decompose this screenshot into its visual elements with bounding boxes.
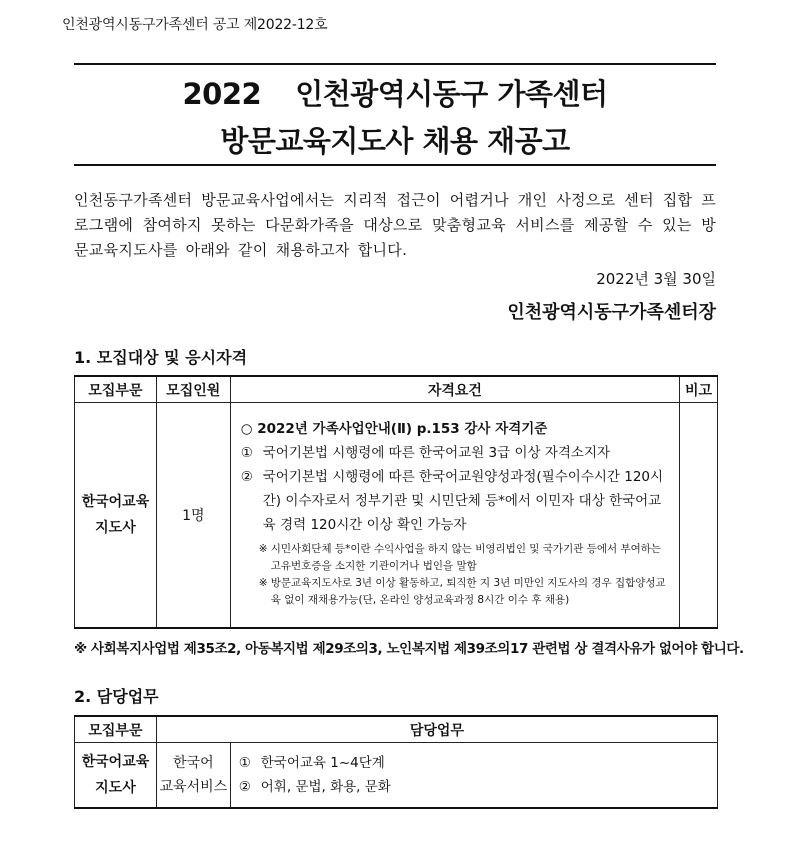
dept-cell — [75, 743, 157, 809]
intro-paragraph: 인천동구가족센터 방문교육사업에서는 지리적 접근이 어렵거나 개인 사정으로 센터 집합 프로그램에 참여하지 못하는 다문화가족을 대상으로 맞춤형교육 서비스를 제공할 수 있는 방문교육지도사를 아래와 같이 채용하고자 합니다. — [74, 191, 716, 259]
eligibility-table — [74, 375, 718, 629]
requirements-cell — [230, 403, 679, 629]
note-item — [259, 575, 669, 609]
duties-cell — [230, 743, 717, 809]
duty-number: ① — [238, 755, 251, 771]
title-line-2: 방문교육지도사 채용 재공고 — [220, 124, 570, 158]
remark-cell — [680, 403, 718, 629]
col-header-dept: 모집부문 — [75, 716, 157, 743]
requirement-number: ① — [240, 445, 253, 461]
requirement-item — [241, 441, 669, 465]
table-row — [75, 403, 718, 629]
section-2-heading: 2. 담당업무 — [74, 687, 159, 706]
announcement-date: 2022년 3월 30일 — [596, 270, 716, 288]
signer: 인천광역시동구가족센터장 — [507, 302, 716, 323]
notice-number: 인천광역시동구가족센터 공고 제2022-12호 — [62, 17, 328, 33]
note-mark: ※ — [258, 577, 268, 589]
requirement-notes — [241, 541, 669, 609]
note-text: 방문교육지도사로 3년 이상 활동하고, 퇴직한 지 3년 미만인 지도사의 경우 집합양성교육 없이 재채용가능(단, 온라인 양성교육과정 8시간 이수 후 채용) — [270, 577, 666, 606]
count-cell: 1명 — [156, 403, 230, 629]
duty-number: ② — [238, 779, 251, 795]
subfield-cell — [156, 743, 230, 809]
title-line-1 — [74, 72, 716, 113]
requirement-item — [241, 465, 669, 537]
duties-table — [74, 715, 718, 809]
requirement-number: ② — [240, 469, 253, 485]
title-top-rule — [74, 63, 716, 65]
note-mark: ※ — [258, 543, 268, 555]
col-header-remark: 비고 — [680, 376, 718, 403]
duty-item — [239, 775, 709, 799]
col-header-requirements: 자격요건 — [230, 376, 679, 403]
note-text: 시민사회단체 등*이란 수익사업을 하지 않는 비영리법인 및 국가기관 등에서 부여하는 고유번호증을 소지한 기관이거나 법인을 말함 — [270, 543, 662, 572]
dept-cell — [75, 403, 157, 629]
duty-text: 어휘, 문법, 화용, 문화 — [260, 779, 391, 795]
requirements-heading: ○ 2022년 가족사업안내(Ⅱ) p.153 강사 자격기준 — [240, 421, 548, 437]
dept-line-2: 지도사 — [95, 520, 136, 536]
requirement-text: 국어기본법 시행령에 따른 한국어교원 3급 이상 자격소지자 — [262, 445, 611, 461]
col-header-duties: 담당업무 — [156, 716, 717, 743]
dept-line-2: 지도사 — [95, 780, 136, 796]
dept-line-1: 한국어교육 — [81, 754, 150, 770]
note-item — [259, 541, 669, 575]
requirement-text: 국어기본법 시행령에 따른 한국어교원양성과정(필수이수시간 120시간) 이수자로서 정부기관 및 시민단체 등*에서 이민자 대상 한국어교육 경력 120시간 이상 확인 가능자 — [262, 469, 664, 533]
table-row — [75, 743, 718, 809]
col-header-count: 모집인원 — [156, 376, 230, 403]
col-header-dept: 모집부문 — [75, 376, 157, 403]
title-org: 인천광역시동구 가족센터 — [295, 77, 608, 111]
duty-item — [239, 751, 709, 775]
section-1-heading: 1. 모집대상 및 응시자격 — [74, 348, 248, 367]
duty-text: 한국어교육 1~4단계 — [260, 755, 385, 771]
dept-line-1: 한국어교육 — [81, 494, 150, 510]
subfield-line-2: 교육서비스 — [159, 779, 228, 795]
legal-warning: ※ 사회복지사업법 제35조2, 아동복지법 제29조의3, 노인복지법 제39조의17 관련법 상 결격사유가 없어야 합니다. — [74, 641, 744, 657]
subfield-line-1: 한국어 — [173, 755, 214, 771]
title-year: 2022 — [182, 77, 262, 111]
title-bottom-rule — [74, 164, 716, 166]
